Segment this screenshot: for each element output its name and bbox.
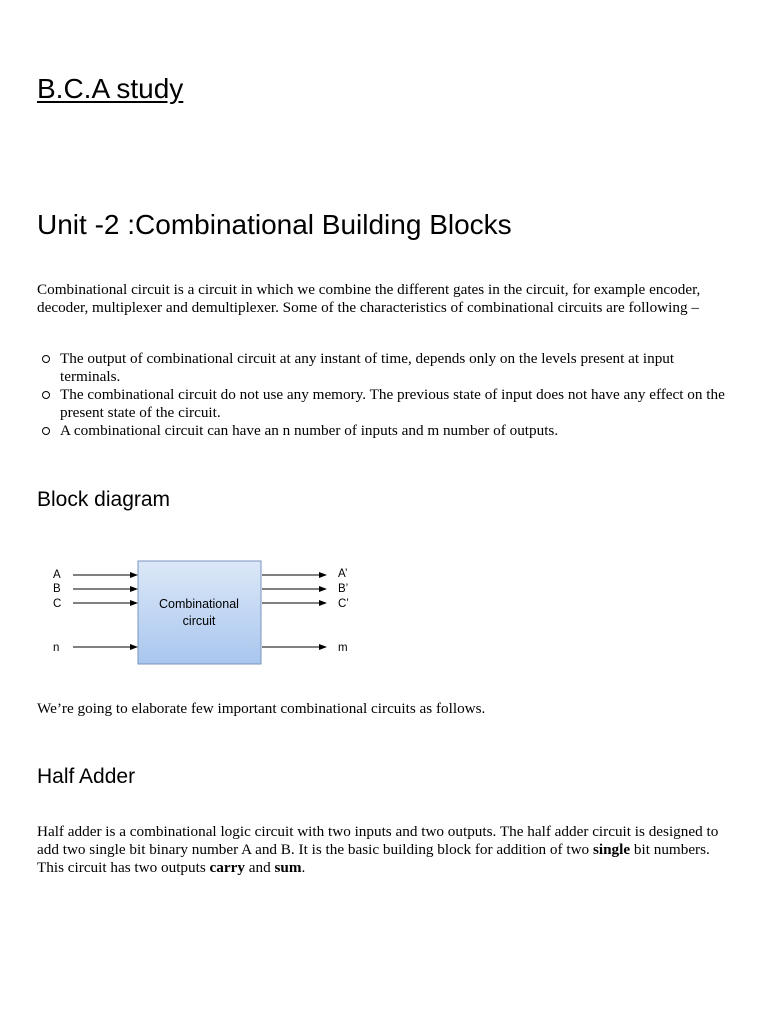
list-item — [37, 350, 737, 386]
list-item-text: The output of combinational circuit at any instant of time, depends only on the levels present at input terminals. — [60, 350, 675, 385]
output-label-c-prime: C’ — [338, 598, 349, 610]
half-adder-text-part3: and — [244, 859, 275, 876]
half-adder-bold-sum: sum — [274, 859, 302, 876]
half-adder-text-part1: Half adder is a combinational logic circuit with two inputs and two outputs. The half adder circuit is designed to add two single bit binary number A and B. It is the basic building block for addition of two — [37, 823, 719, 858]
half-adder-text-part4: . — [301, 859, 306, 876]
unit-title: Unit -2 :Combinational Building Blocks — [37, 209, 512, 240]
list-item — [37, 386, 737, 422]
site-title[interactable]: B.C.A study — [37, 73, 184, 104]
block-diagram — [40, 555, 370, 670]
input-label-c: C — [53, 598, 62, 610]
intro-paragraph: Combinational circuit is a circuit in which we combine the different gates in the circuit, for example encoder, decoder, multiplexer and demultiplexer. Some of the characteristics of combinational circuits are following – — [37, 281, 701, 316]
half-adder-text-part2: bit numbers. This circuit has two outputs — [37, 841, 710, 876]
box-label-line2: circuit — [182, 614, 216, 628]
elaborate-paragraph: We’re going to elaborate few important combinational circuits as follows. — [37, 700, 486, 717]
box-label-line1: Combinational — [159, 597, 239, 611]
half-adder-heading: Half Adder — [37, 765, 136, 788]
half-adder-paragraph — [37, 823, 737, 877]
list-item-text: The combinational circuit do not use any memory. The previous state of input does not have any effect on the present state of the circuit. — [60, 386, 725, 421]
block-diagram-heading: Block diagram — [37, 488, 171, 511]
combinational-circuit-box — [138, 561, 261, 664]
input-label-n: n — [53, 642, 60, 654]
input-label-a: A — [53, 569, 61, 581]
output-label-m: m — [338, 642, 348, 654]
circle-bullet-icon — [42, 391, 50, 399]
output-label-a-prime: A’ — [338, 568, 348, 580]
input-label-b: B — [53, 583, 61, 595]
characteristics-list — [37, 350, 737, 440]
circle-bullet-icon — [42, 427, 50, 435]
list-item — [37, 422, 737, 440]
half-adder-bold-carry: carry — [209, 859, 245, 876]
circle-bullet-icon — [42, 355, 50, 363]
half-adder-bold-single: single — [592, 841, 631, 858]
list-item-text: A combinational circuit can have an n number of inputs and m number of outputs. — [60, 422, 559, 439]
output-label-b-prime: B’ — [338, 583, 349, 595]
